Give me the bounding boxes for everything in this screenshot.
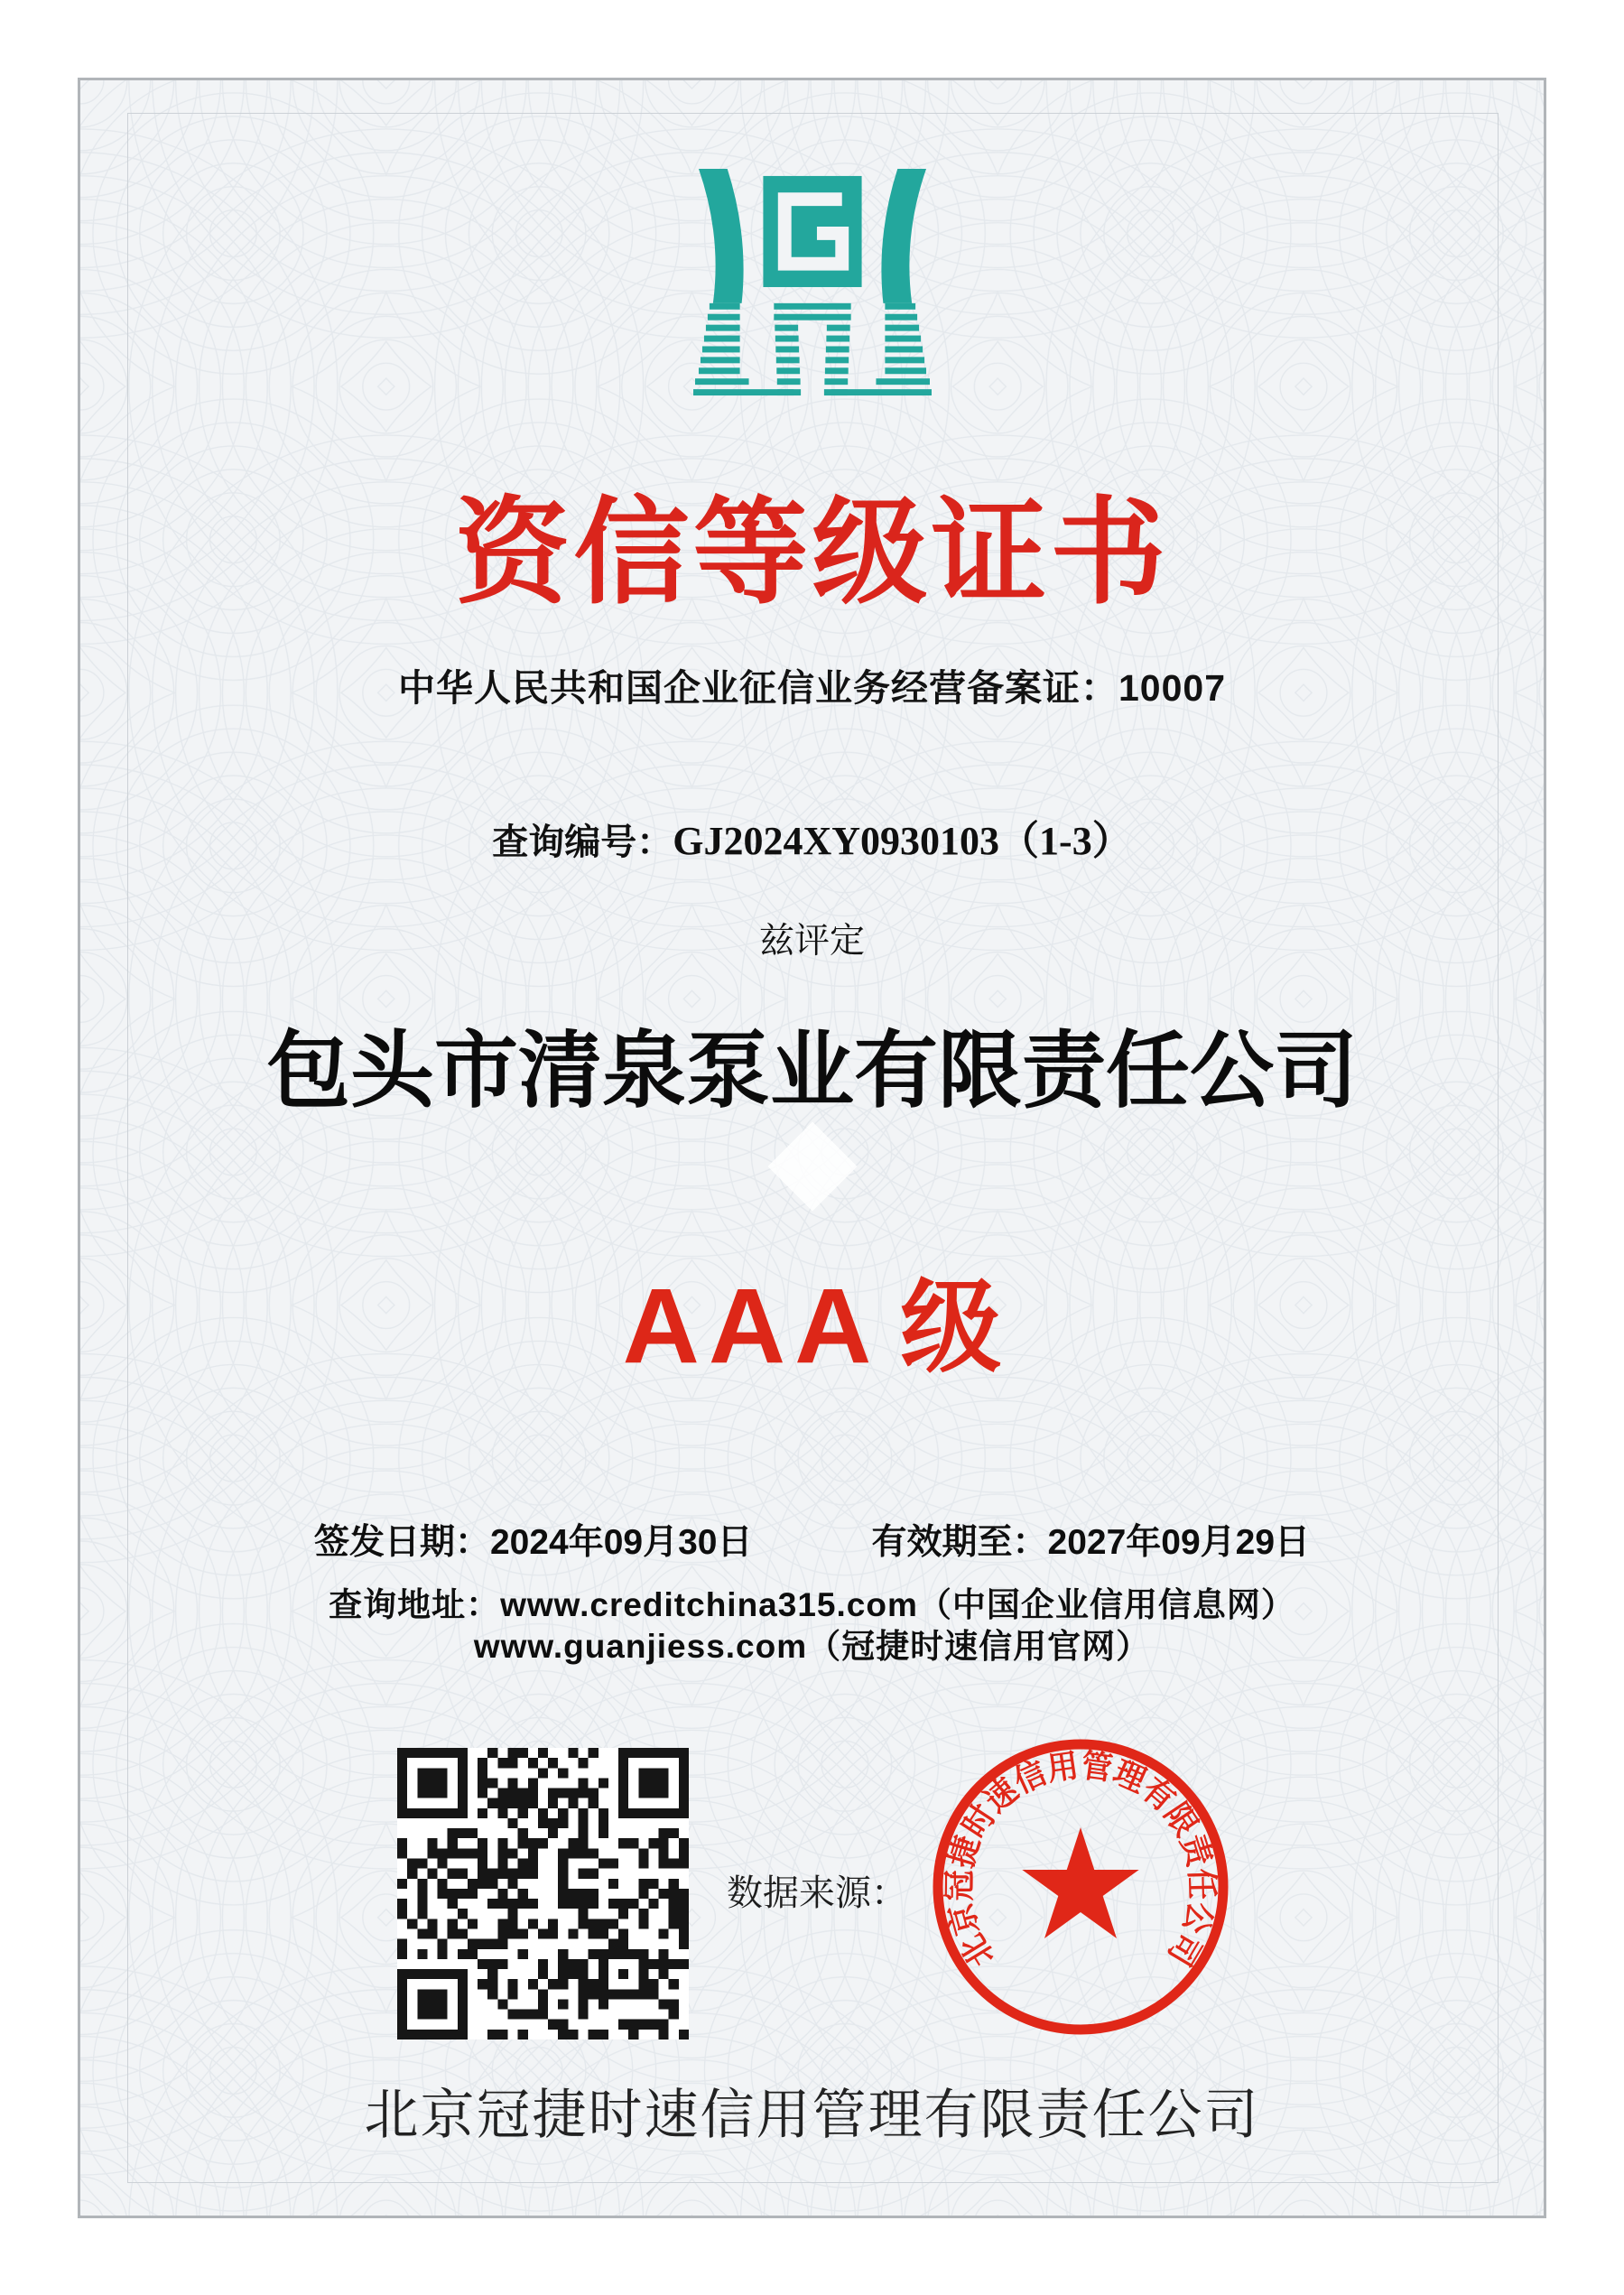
issue-date bbox=[314, 1514, 753, 1565]
valid-until-label: 有效期至： bbox=[871, 1523, 1048, 1562]
watermark-diamond bbox=[767, 1122, 857, 1212]
seal-star-icon bbox=[1022, 1827, 1138, 1938]
issue-date-label: 签发日期： bbox=[313, 1523, 490, 1562]
certificate-title: 资信等级证书 bbox=[454, 488, 1170, 618]
query-address-line1 bbox=[80, 1584, 1544, 1626]
certificate bbox=[78, 78, 1546, 2218]
company-seal bbox=[927, 1733, 1234, 2040]
issuer-name: 北京冠捷时速信用管理有限责任公司 bbox=[364, 2085, 1260, 2145]
dates-row bbox=[80, 1514, 1544, 1565]
query-number-label: 查询编号： bbox=[492, 822, 673, 862]
valid-until-value: 2027年09月29日 bbox=[1047, 1523, 1311, 1562]
query-address-url1: www.creditchina315.com（中国企业信用信息网） bbox=[500, 1586, 1295, 1623]
issue-date-value: 2024年09月30日 bbox=[489, 1523, 753, 1562]
company-name: 包头市清泉泵业有限责任公司 bbox=[266, 1026, 1358, 1119]
query-address-label: 查询地址： bbox=[329, 1586, 501, 1623]
qr-code bbox=[397, 1748, 689, 2039]
query-address-line2 bbox=[80, 1626, 1544, 1668]
query-number-value: GJ2024XY0930103（1-3） bbox=[673, 819, 1132, 863]
valid-until bbox=[872, 1514, 1311, 1565]
company-logo-icon bbox=[691, 169, 933, 402]
credit-grade bbox=[80, 1247, 1544, 1392]
seal-text: 北京冠捷时速信用管理有限责任公司 bbox=[941, 1747, 1220, 1974]
grade-cn: 级 bbox=[900, 1271, 1002, 1384]
query-address-url2: www.guanjiess.com（冠捷时速信用官网） bbox=[473, 1628, 1151, 1665]
record-number-line: 中华人民共和国企业征信业务经营备案证：10007 bbox=[397, 667, 1226, 709]
query-number-line bbox=[80, 808, 1544, 866]
declare-text: 兹评定 bbox=[758, 922, 865, 961]
data-source-label: 数据来源： bbox=[727, 1872, 907, 1913]
query-address-block bbox=[80, 1584, 1544, 1668]
grade-latin: AAA bbox=[622, 1267, 881, 1386]
certificate-content bbox=[80, 80, 1544, 2216]
